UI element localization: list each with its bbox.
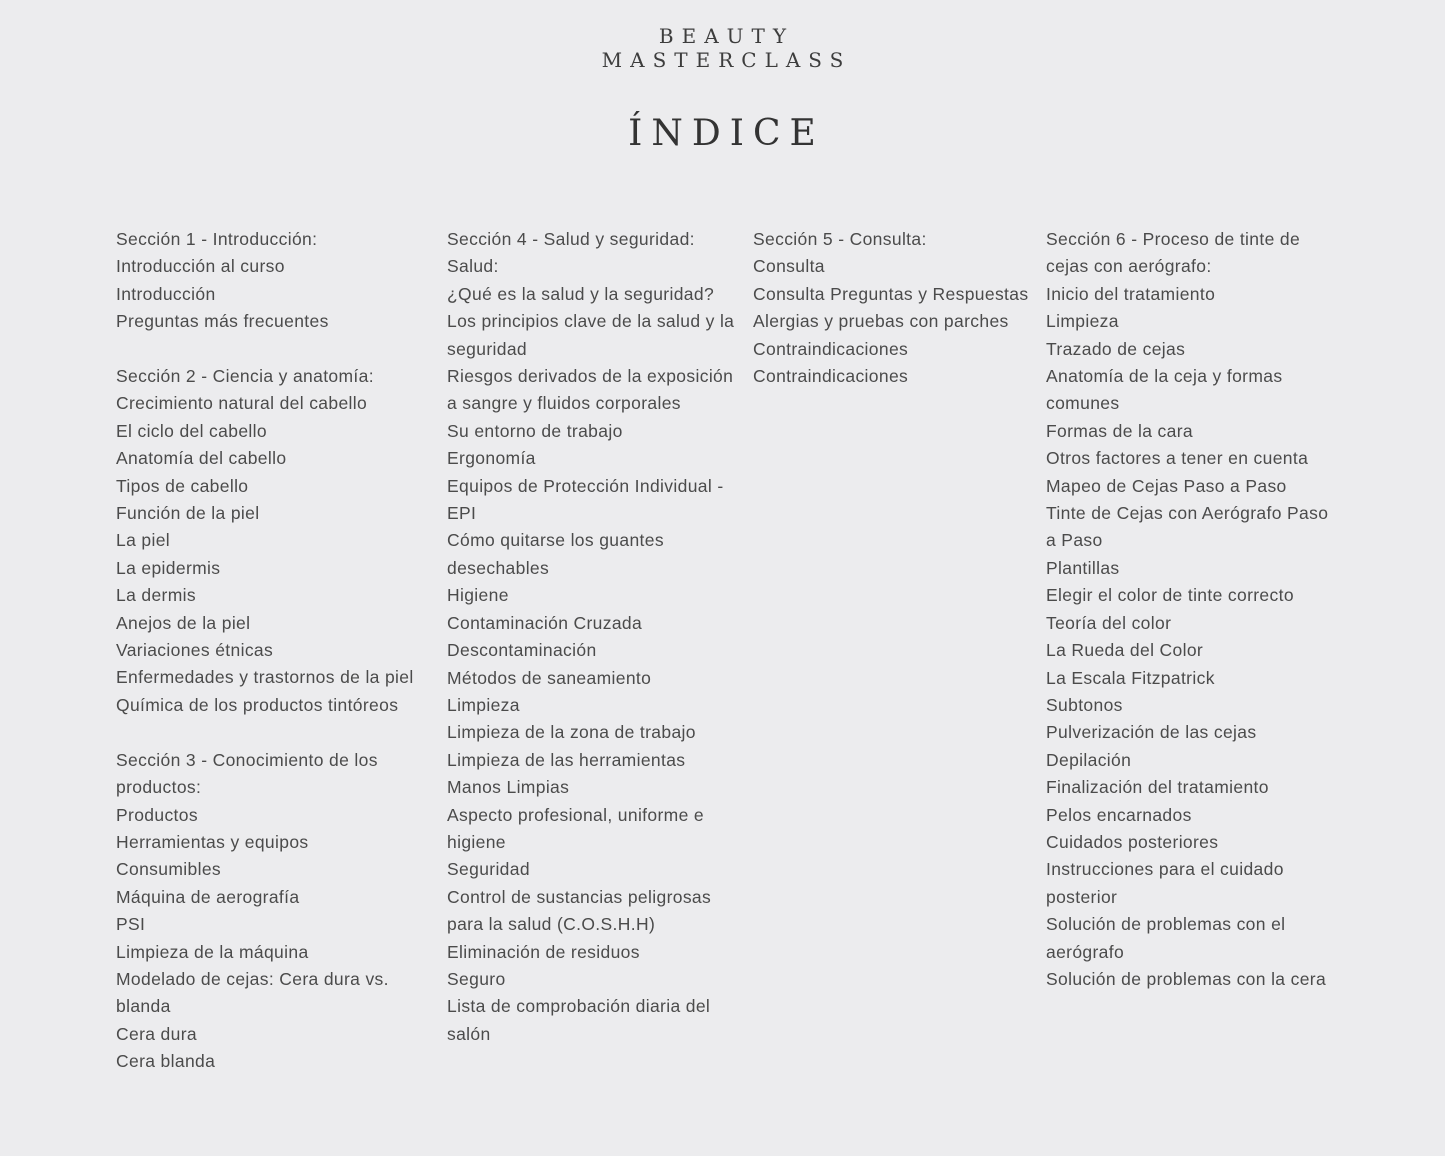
index-item: Inicio del tratamiento — [1046, 283, 1216, 304]
index-item: Función de la piel — [116, 503, 260, 524]
index-item: Crecimiento natural del cabello — [116, 393, 368, 414]
index-item: Formas de la cara — [1046, 420, 1193, 441]
brand-logo — [0, 24, 1445, 72]
index-item: Aspecto profesional, uniforme e higiene — [447, 804, 704, 852]
index-column-2 — [447, 226, 742, 1076]
index-item: PSI — [116, 914, 146, 935]
index-item: Seguro — [447, 968, 506, 989]
index-item: La dermis — [116, 585, 196, 606]
section-heading: Sección 2 - Ciencia y anatomía: — [116, 366, 374, 387]
index-item: Mapeo de Cejas Paso a Paso — [1046, 475, 1287, 496]
index-item: Cera blanda — [116, 1051, 216, 1072]
index-item: Equipos de Protección Individual - EPI — [447, 475, 724, 524]
brand-line-beauty: BEAUTY — [658, 24, 795, 48]
section-heading: Sección 3 - Conocimiento de los productos: — [116, 749, 378, 798]
index-item: Elegir el color de tinte correcto — [1046, 585, 1294, 606]
index-item: Anatomía de la ceja y formas comunes — [1046, 366, 1283, 414]
index-item: Finalización del tratamiento — [1046, 777, 1269, 798]
index-item: Consumibles — [116, 859, 222, 880]
index-item: Pelos encarnados — [1046, 804, 1192, 825]
index-item: Ergonomía — [447, 448, 536, 469]
index-item: Máquina de aerografía — [116, 886, 300, 907]
index-item: Eliminación de residuos — [447, 941, 640, 962]
index-item: Anejos de la piel — [116, 612, 251, 633]
index-item: Modelado de cejas: Cera dura vs. blanda — [116, 968, 389, 1017]
index-item: Tinte de Cejas con Aerógrafo Paso a Paso — [1046, 503, 1329, 551]
index-item: Introducción al curso — [116, 256, 285, 277]
index-item: Solución de problemas con el aerógrafo — [1046, 914, 1286, 962]
index-item: Enfermedades y trastornos de la piel — [116, 667, 414, 688]
index-item: El ciclo del cabello — [116, 420, 267, 441]
index-item: Subtonos — [1046, 694, 1123, 715]
section-heading: Sección 5 - Consulta: — [753, 229, 927, 249]
index-item: Solución de problemas con la cera — [1046, 968, 1327, 989]
index-item: Contaminación Cruzada — [447, 612, 643, 633]
index-item: Salud: — [447, 256, 499, 277]
index-item: Consulta — [753, 256, 825, 277]
index-section — [1046, 226, 1341, 993]
index-item: Preguntas más frecuentes — [116, 311, 329, 332]
index-item: Introducción — [116, 283, 216, 304]
index-column-3 — [753, 226, 1033, 418]
index-item: La Rueda del Color — [1046, 640, 1204, 661]
index-section — [116, 747, 426, 1076]
index-item: Teoría del color — [1046, 612, 1172, 633]
index-item: Otros factores a tener en cuenta — [1046, 448, 1309, 469]
index-item: Limpieza — [1046, 311, 1119, 332]
page-title: ÍNDICE — [628, 113, 825, 154]
index-item: Herramientas y equipos — [116, 831, 309, 852]
index-section — [753, 226, 1033, 390]
index-item: Manos Limpias — [447, 777, 570, 798]
section-heading: Sección 6 - Proceso de tinte de cejas con aerógrafo: — [1046, 229, 1301, 277]
index-item: Productos — [116, 804, 198, 825]
index-item: Depilación — [1046, 749, 1132, 770]
index-item: La Escala Fitzpatrick — [1046, 667, 1215, 688]
index-item: Cómo quitarse los guantes desechables — [447, 530, 664, 578]
index-item: Cuidados posteriores — [1046, 831, 1219, 852]
brand-line-masterclass: MASTERCLASS — [601, 48, 852, 72]
index-item: La epidermis — [116, 557, 221, 578]
index-item: Limpieza de la máquina — [116, 941, 309, 962]
index-item: Alergias y pruebas con parches — [753, 311, 1009, 332]
index-item: Plantillas — [1046, 557, 1120, 578]
index-item: Lista de comprobación diaria del salón — [447, 996, 711, 1044]
index-item: Los principios clave de la salud y la seguridad — [447, 311, 735, 359]
section-heading: Sección 4 - Salud y seguridad: — [447, 229, 695, 249]
index-item: La piel — [116, 530, 171, 551]
index-item: Anatomía del cabello — [116, 448, 287, 469]
index-item: Cera dura — [116, 1023, 197, 1044]
index-item: Contraindicaciones — [753, 366, 909, 387]
index-item: Consulta Preguntas y Respuestas — [753, 283, 1029, 304]
index-item: Variaciones étnicas — [116, 640, 274, 661]
index-item: Tipos de cabello — [116, 475, 249, 496]
index-item: Limpieza — [447, 694, 520, 715]
index-item: Instrucciones para el cuidado posterior — [1046, 859, 1284, 907]
index-item: Seguridad — [447, 859, 530, 880]
index-item: Higiene — [447, 585, 509, 606]
index-item: Limpieza de la zona de trabajo — [447, 722, 696, 743]
index-section — [116, 226, 426, 336]
index-column-4 — [1046, 226, 1341, 1021]
index-item: Control de sustancias peligrosas para la salud (C.O.S.H.H) — [447, 886, 712, 935]
index-item: Pulverización de las cejas — [1046, 722, 1257, 743]
index-item: Métodos de saneamiento — [447, 667, 652, 688]
index-item: Limpieza de las herramientas — [447, 749, 686, 770]
section-heading: Sección 1 - Introducción: — [116, 229, 318, 249]
index-section — [116, 363, 426, 719]
index-item: Riesgos derivados de la exposición a sangre y fluidos corporales — [447, 366, 734, 414]
index-item: Química de los productos tintóreos — [116, 694, 399, 715]
index-item: ¿Qué es la salud y la seguridad? — [447, 283, 715, 304]
index-column-1 — [116, 226, 426, 1103]
index-item: Descontaminación — [447, 640, 597, 661]
index-item: Trazado de cejas — [1046, 338, 1186, 359]
index-item: Su entorno de trabajo — [447, 420, 623, 441]
index-section — [447, 226, 742, 1048]
index-item: Contraindicaciones — [753, 338, 909, 359]
